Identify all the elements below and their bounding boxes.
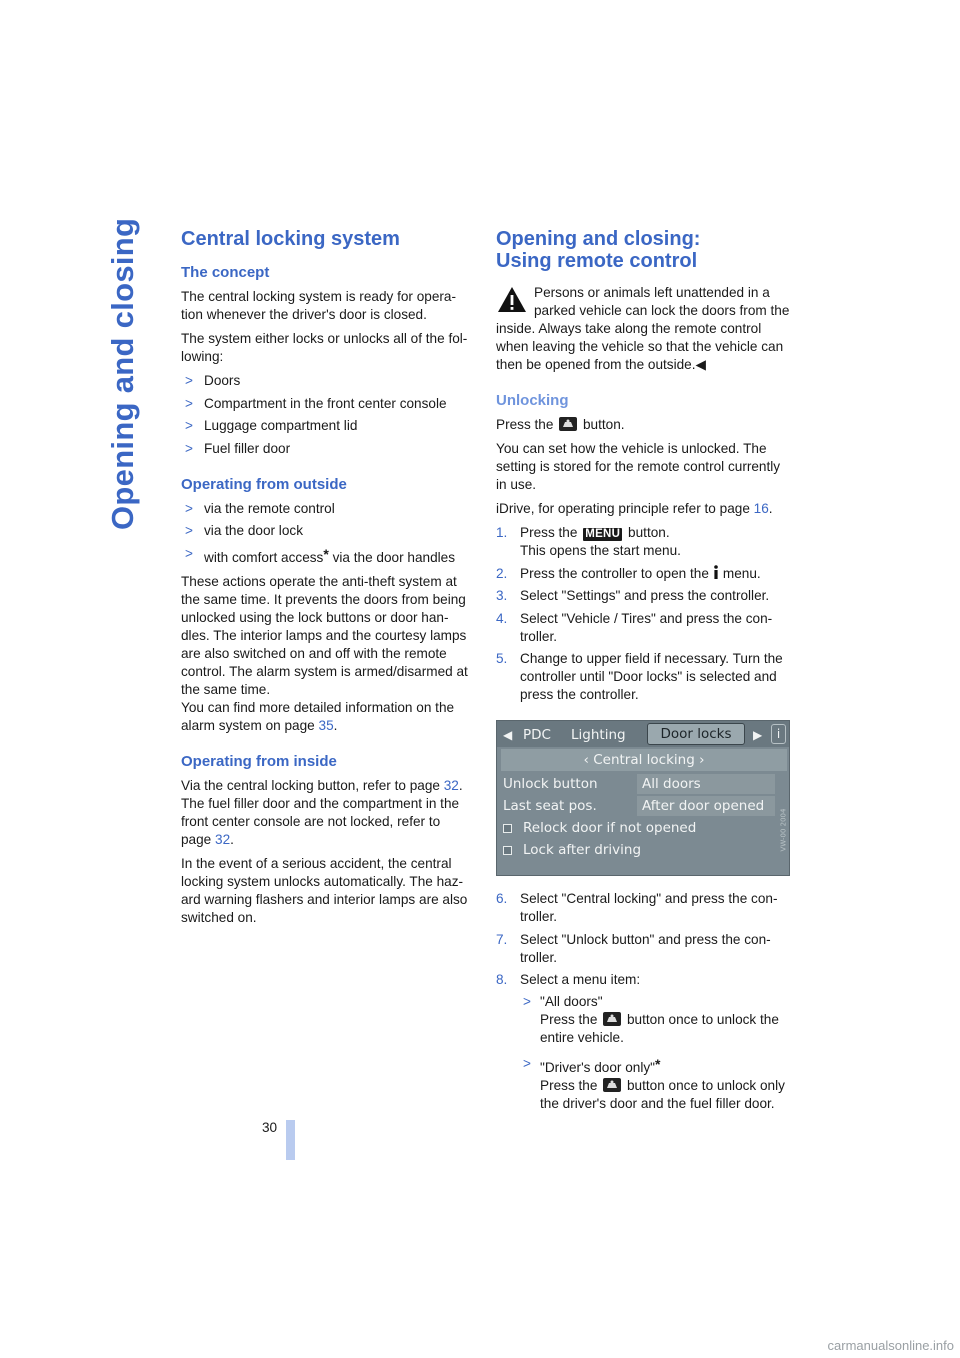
heading-operating-inside: Operating from inside — [181, 752, 337, 770]
step-number: 3. — [496, 588, 508, 603]
checkbox-icon — [503, 846, 512, 855]
screen-all-doors-value: All doors — [637, 774, 775, 794]
option-text: button once to unlock only the driver's door and the fuel filler door. — [540, 1078, 785, 1111]
figure-code: VW-00 2004 — [779, 808, 788, 852]
page-link-35[interactable]: 35 — [318, 717, 334, 733]
idrive-text: iDrive, for operating principle refer to page — [496, 501, 754, 516]
screen-tab-door-locks: Door locks — [647, 723, 745, 745]
step-text: button. — [628, 525, 670, 540]
inside-ref-text: Via the central locking button, refer to page — [181, 777, 444, 793]
screen-tab-bar — [497, 721, 790, 747]
setting-paragraph: You can set how the vehicle is unlocked. The setting is stored for the remote control currently in use. — [496, 441, 781, 492]
step-number: 2. — [496, 565, 508, 581]
comfort-access-text: with comfort access — [204, 549, 324, 565]
arrow-right-icon: ▶ — [753, 728, 763, 742]
inside-ref-text-2: The fuel filler door and the compartment in the front center console are not locked, refer to page — [181, 795, 460, 847]
door-handles-text: via the door handles — [328, 549, 456, 565]
unlock-button-icon — [603, 1078, 621, 1092]
press-unlock-paragraph — [496, 416, 791, 434]
option-text: button once to unlock the entire vehicle. — [540, 1012, 779, 1045]
unlock-button-icon — [559, 417, 577, 431]
list-item: > via the door lock — [181, 522, 473, 540]
period: . — [768, 501, 773, 516]
checkbox-icon — [503, 824, 512, 833]
list-item: > Fuel filler door — [181, 440, 473, 458]
arrow-left-icon: ◀ — [503, 728, 513, 742]
step-number: 6. — [496, 891, 508, 906]
steps-list-part-2 — [496, 890, 791, 1113]
step-number: 4. — [496, 610, 508, 626]
concept-paragraph-1: The central locking system is ready for opera-tion whenever the driver's door is closed. — [181, 289, 457, 322]
page-link-32[interactable]: 32 — [443, 777, 459, 793]
list-item — [520, 1055, 791, 1113]
step-text: Select "Settings" and press the controller. — [520, 588, 770, 603]
step-number: 5. — [496, 651, 508, 666]
step-text: menu. — [722, 565, 761, 581]
title-line-2: Using remote control — [496, 250, 698, 272]
warning-text: Persons or animals left unattended in a parked vehicle can lock the doors from the inside. Always take along the remote control when leaving the vehicle so that the vehicle can then be opened from the outside. — [496, 285, 790, 372]
option-label: "Driver's door only" — [540, 1060, 655, 1075]
concept-paragraph-2: The system either locks or unlocks all of the fol-lowing: — [181, 331, 468, 364]
screen-tab-lighting: Lighting — [571, 727, 626, 743]
page-marker-bar — [286, 1120, 295, 1160]
title-line-1: Opening and closing: — [496, 228, 701, 250]
section-title-central-locking: Central locking system — [181, 228, 400, 250]
outside-list — [181, 500, 473, 567]
outside-paragraph-2 — [181, 699, 473, 735]
list-item: > Doors — [181, 372, 473, 390]
list-item — [496, 931, 791, 967]
list-item — [496, 971, 791, 1113]
optional-equipment-star: * — [655, 1056, 661, 1072]
right-column — [496, 228, 791, 1121]
unlock-button-icon — [603, 1012, 621, 1026]
end-marker: ◀ — [695, 357, 706, 372]
page-link-16[interactable]: 16 — [753, 501, 769, 516]
screen-lock-after-driving-label: Lock after driving — [523, 842, 642, 858]
step-text: Press the controller to open the — [520, 565, 709, 581]
inside-paragraph-1 — [181, 777, 473, 795]
idrive-screen-figure — [496, 720, 790, 876]
list-item — [496, 650, 791, 704]
heading-concept: The concept — [181, 264, 270, 281]
warning-note — [496, 284, 791, 374]
section-title-remote-control — [496, 228, 791, 272]
list-item — [181, 545, 473, 567]
idrive-paragraph — [496, 500, 791, 518]
menu-button-icon: MENU — [585, 528, 621, 540]
chapter-title-text: Opening and closing — [105, 217, 140, 530]
list-item — [496, 890, 791, 926]
screen-after-door-opened-value: After door opened — [637, 796, 775, 816]
screen-central-locking-band: ‹ Central locking › — [501, 749, 787, 771]
outside-paragraph-1: These actions operate the anti-theft system at the same time. It prevents the doors from being unlocked using the lock buttons or door han-dles. The interior lamps and the courtesy lamps are also switched on and off with the remote control. The alarm system is armed/disarmed at the same time. — [181, 573, 468, 697]
page-number: 30 — [262, 1120, 278, 1135]
list-item — [496, 587, 791, 605]
footer-watermark[interactable]: carmanualsonline.info — [827, 1338, 954, 1353]
screen-relock-door-label: Relock door if not opened — [523, 820, 697, 836]
heading-operating-outside: Operating from outside — [181, 475, 347, 493]
step-text: Select a menu item: — [520, 972, 641, 987]
concept-list — [181, 372, 473, 458]
button-text: button. — [582, 417, 625, 432]
step-number: 7. — [496, 931, 508, 947]
steps-list-part-1 — [496, 524, 791, 704]
step-text: Change to upper field if necessary. Turn the controller until "Door locks" is selected and press the controller. — [520, 651, 783, 702]
inside-paragraph-3: In the event of a serious accident, the central locking system unlocks automatically. The haz-ard warning flashers and interior lamps are also switched on. — [181, 855, 468, 925]
step-text: Select "Central locking" and press the con-troller. — [520, 891, 778, 924]
list-item — [496, 524, 791, 560]
list-item: > Luggage compartment lid — [181, 417, 473, 435]
optional-equipment-star: * — [323, 545, 329, 562]
screen-last-seat-label: Last seat pos. — [503, 798, 597, 814]
warning-triangle-icon — [496, 284, 528, 316]
option-label: "All doors" — [540, 994, 603, 1009]
list-item: > Compartment in the front center console — [181, 395, 473, 413]
step-number: 8. — [496, 972, 508, 987]
chapter-side-title — [100, 217, 160, 530]
list-item — [496, 610, 791, 646]
period: . — [333, 717, 338, 733]
screen-info-icon: i — [771, 724, 786, 744]
inside-paragraph-2 — [181, 795, 473, 849]
heading-unlocking: Unlocking — [496, 392, 569, 409]
step-text: This opens the start menu. — [520, 543, 681, 558]
outside-ref-text: You can find more detailed information on the alarm system on page — [181, 699, 455, 733]
list-item — [520, 993, 791, 1047]
period: . — [230, 831, 234, 847]
list-item: > via the remote control — [181, 500, 473, 518]
option-text: Press the — [540, 1012, 598, 1027]
step-number: 1. — [496, 525, 508, 540]
press-text: Press the — [496, 417, 554, 432]
screen-tab-pdc: PDC — [523, 727, 551, 743]
step-text: Select "Unlock button" and press the con-troller. — [520, 931, 771, 965]
left-column — [181, 228, 473, 933]
screen-unlock-button-label: Unlock button — [503, 776, 598, 792]
list-item — [496, 565, 791, 583]
step-text: Select "Vehicle / Tires" and press the con-troller. — [520, 610, 773, 644]
page-link-32-b[interactable]: 32 — [215, 831, 231, 847]
step-text: Press the — [520, 525, 578, 540]
menu-item-options — [520, 993, 791, 1113]
info-icon — [712, 565, 720, 580]
option-text: Press the — [540, 1078, 598, 1093]
period: . — [458, 777, 463, 793]
